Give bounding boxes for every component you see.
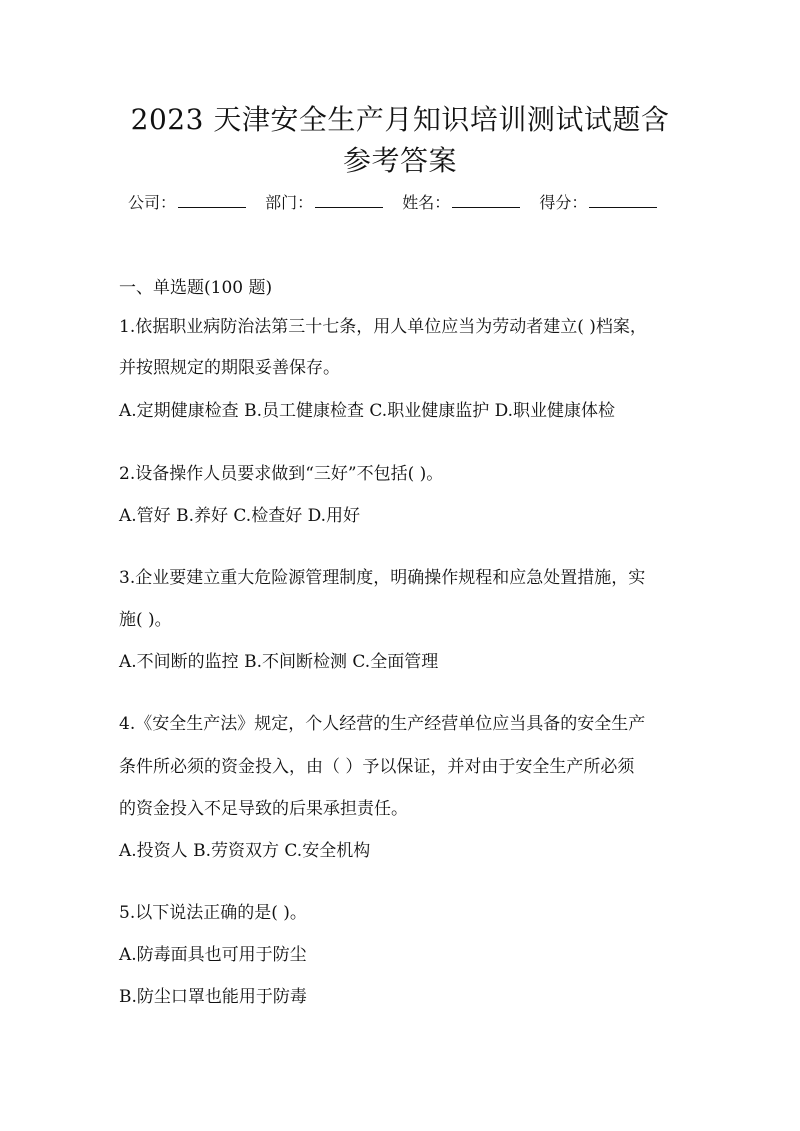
question-5-option-b: B.防尘口罩也能用于防毒 <box>119 987 307 1007</box>
blank-underline <box>178 193 246 208</box>
question-4-text-cont-2: 的资金投入不足导致的后果承担责任。 <box>119 799 408 819</box>
question-4-text-cont-1: 条件所必须的资金投入，由（ ）予以保证，并对由于安全生产所必须 <box>119 757 635 777</box>
blank-underline <box>589 193 657 208</box>
question-1-text: 1.依据职业病防治法第三十七条，用人单位应当为劳动者建立( )档案， <box>119 317 647 337</box>
question-1-options: A.定期健康检查 B.员工健康检查 C.职业健康监护 D.职业健康体检 <box>119 401 616 421</box>
field-label: 公司： <box>128 193 177 212</box>
field-company <box>128 192 246 214</box>
question-2-text: 2.设备操作人员要求做到“三好”不包括( )。 <box>119 464 444 484</box>
question-5-text: 5.以下说法正确的是( )。 <box>119 903 307 923</box>
question-1-text-cont: 并按照规定的期限妥善保存。 <box>119 358 340 378</box>
question-4-options: A.投资人 B.劳资双方 C.安全机构 <box>119 841 371 861</box>
section-title: 一、单选题(100 题) <box>119 278 273 298</box>
field-name <box>402 192 520 214</box>
field-department <box>265 192 383 214</box>
question-3-options: A.不间断的监控 B.不间断检测 C.全面管理 <box>119 652 439 672</box>
question-2-options: A.管好 B.养好 C.检查好 D.用好 <box>119 506 361 526</box>
header-fields <box>128 192 688 214</box>
field-label: 部门： <box>265 193 314 212</box>
document-title-line-2: 参考答案 <box>342 144 457 177</box>
question-4-text: 4.《安全生产法》规定，个人经营的生产经营单位应当具备的安全生产 <box>119 714 646 734</box>
question-5-option-a: A.防毒面具也可用于防尘 <box>119 945 307 965</box>
blank-underline <box>452 193 520 208</box>
blank-underline <box>315 193 383 208</box>
question-3-text: 3.企业要建立重大危险源管理制度，明确操作规程和应急处置措施，实 <box>119 568 646 588</box>
document-title-line-1: 2023 天津安全生产月知识培训测试试题含 <box>130 103 670 136</box>
field-label: 姓名： <box>402 193 451 212</box>
question-3-text-cont: 施( )。 <box>119 610 172 630</box>
field-label: 得分： <box>539 193 588 212</box>
field-score <box>539 192 657 214</box>
